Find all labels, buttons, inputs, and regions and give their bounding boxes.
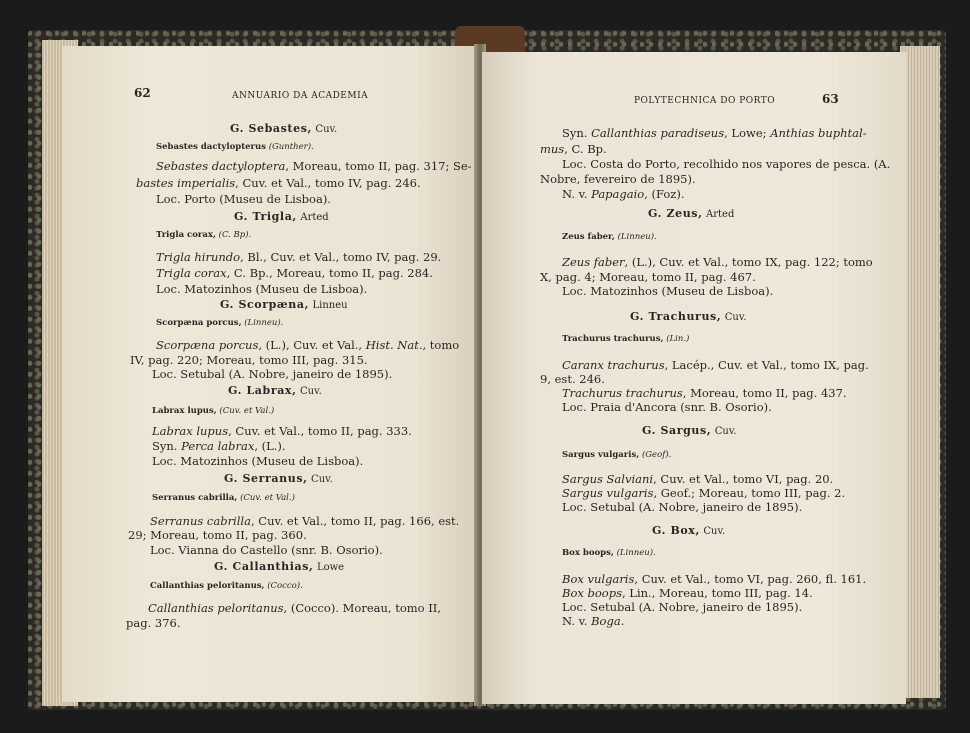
synonym-line: Callanthias peloritanus, (Cocco). [150,581,303,591]
text-line: Trachurus trachurus, Moreau, tomo II, pag. 437. [562,386,847,400]
text-line: Box vulgaris, Cuv. et Val., tomo VI, pag. 260, fl. 161. [562,572,867,586]
text-line: Trigla hirundo, Bl., Cuv. et Val., tomo IV, pag. 29. [156,250,442,264]
genus-heading: G. Box, Cuv. [652,524,726,537]
text-line: Loc. Matozinhos (Museu de Lisboa). [152,454,364,468]
text-line: mus, C. Bp. [540,142,607,156]
synonym-line: Labrax lupus, (Cuv. et Val.) [152,406,275,416]
synonym-line: Trachurus trachurus, (Lin.) [562,334,690,344]
text-line: Labrax lupus, Cuv. et Val., tomo II, pag. 333. [152,424,412,438]
text-line: Zeus faber, (L.), Cuv. et Val., tomo IX, pag. 122; tomo [562,255,873,269]
left-page [62,46,476,702]
text-line: Box boops, Lin., Moreau, tomo III, pag. 14. [562,586,813,600]
text-line: Loc. Porto (Museu de Lisboa). [156,192,331,206]
genus-heading: G. Scorpæna, Linneu [220,298,348,311]
text-line: Callanthias peloritanus, (Cocco). Moreau, tomo II, [148,601,441,615]
text-line: pag. 376. [126,616,181,630]
text-line: IV, pag. 220; Moreau, tomo III, pag. 315. [130,353,368,367]
text-line: Serranus cabrilla, Cuv. et Val., tomo II, pag. 166, est. [150,514,460,528]
running-head: ANNUARIO DA ACADEMIA [232,91,369,101]
text-line: Syn. Perca labrax, (L.). [152,439,286,453]
text-line: Loc. Setubal (A. Nobre, janeiro de 1895). [562,500,803,514]
text-line: X, pag. 4; Moreau, tomo II, pag. 467. [540,270,756,284]
text-line: 29; Moreau, tomo II, pag. 360. [128,528,307,542]
genus-heading: G. Sebastes, Cuv. [230,122,338,135]
text-line: Loc. Matozinhos (Museu de Lisboa). [562,284,774,298]
page-number: 63 [822,92,839,106]
synonym-line: Box boops, (Linneu). [562,548,656,558]
text-line: Caranx trachurus, Lacép., Cuv. et Val., tomo IX, pag. [562,358,869,372]
text-line: bastes imperialis, Cuv. et Val., tomo IV, pag. 246. [136,176,421,190]
text-line: Sebastes dactyloptera, Moreau, tomo II, pag. 317; Se- [156,159,472,173]
genus-heading: G. Labrax, Cuv. [228,384,322,397]
page-edges-right [900,46,940,698]
text-line: Loc. Setubal (A. Nobre, janeiro de 1895). [152,367,393,381]
text-line: Loc. Praia d'Ancora (snr. B. Osorio). [562,400,772,414]
synonym-line: Serranus cabrilla, (Cuv. et Val.) [152,493,295,503]
text-line: Sargus Salviani, Cuv. et Val., tomo VI, pag. 20. [562,472,834,486]
genus-heading: G. Zeus, Arted [648,207,735,220]
text-line: Nobre, fevereiro de 1895). [540,172,696,186]
text-line: Trigla corax, C. Bp., Moreau, tomo II, pag. 284. [156,266,433,280]
synonym-line: Zeus faber, (Linneu). [562,232,657,242]
text-line: Loc. Setubal (A. Nobre, janeiro de 1895). [562,600,803,614]
text-line: Loc. Matozinhos (Museu de Lisboa). [156,282,368,296]
genus-heading: G. Sargus, Cuv. [642,424,737,437]
right-page [482,52,906,704]
synonym-line: Scorpæna porcus, (Linneu). [156,318,284,328]
text-line: Loc. Costa do Porto, recolhido nos vapores de pesca. (A. [562,157,891,171]
genus-heading: G. Trigla, Arted [234,210,329,223]
text-line: 9, est. 246. [540,372,605,386]
text-line: Scorpæna porcus, (L.), Cuv. et Val., Hist. Nat., tomo [156,338,460,352]
text-line: Sargus vulgaris, Geof.; Moreau, tomo III, pag. 2. [562,486,846,500]
text-line: Syn. Callanthias paradiseus, Lowe; Anthias buphtal- [562,126,867,140]
synonym-line: Sebastes dactylopterus (Gunther). [156,142,314,152]
text-line: N. v. Papagaio, (Foz). [562,187,685,201]
page-number: 62 [134,86,151,100]
genus-heading: G. Serranus, Cuv. [224,472,333,485]
running-head: POLYTECHNICA DO PORTO [634,96,776,106]
genus-heading: G. Trachurus, Cuv. [630,310,747,323]
genus-heading: G. Callanthias, Lowe [214,560,345,573]
synonym-line: Sargus vulgaris, (Geof). [562,450,672,460]
text-line: N. v. Boga. [562,614,625,628]
text-line: Loc. Vianna do Castello (snr. B. Osorio). [150,543,383,557]
synonym-line: Trigla corax, (C. Bp). [156,230,252,240]
